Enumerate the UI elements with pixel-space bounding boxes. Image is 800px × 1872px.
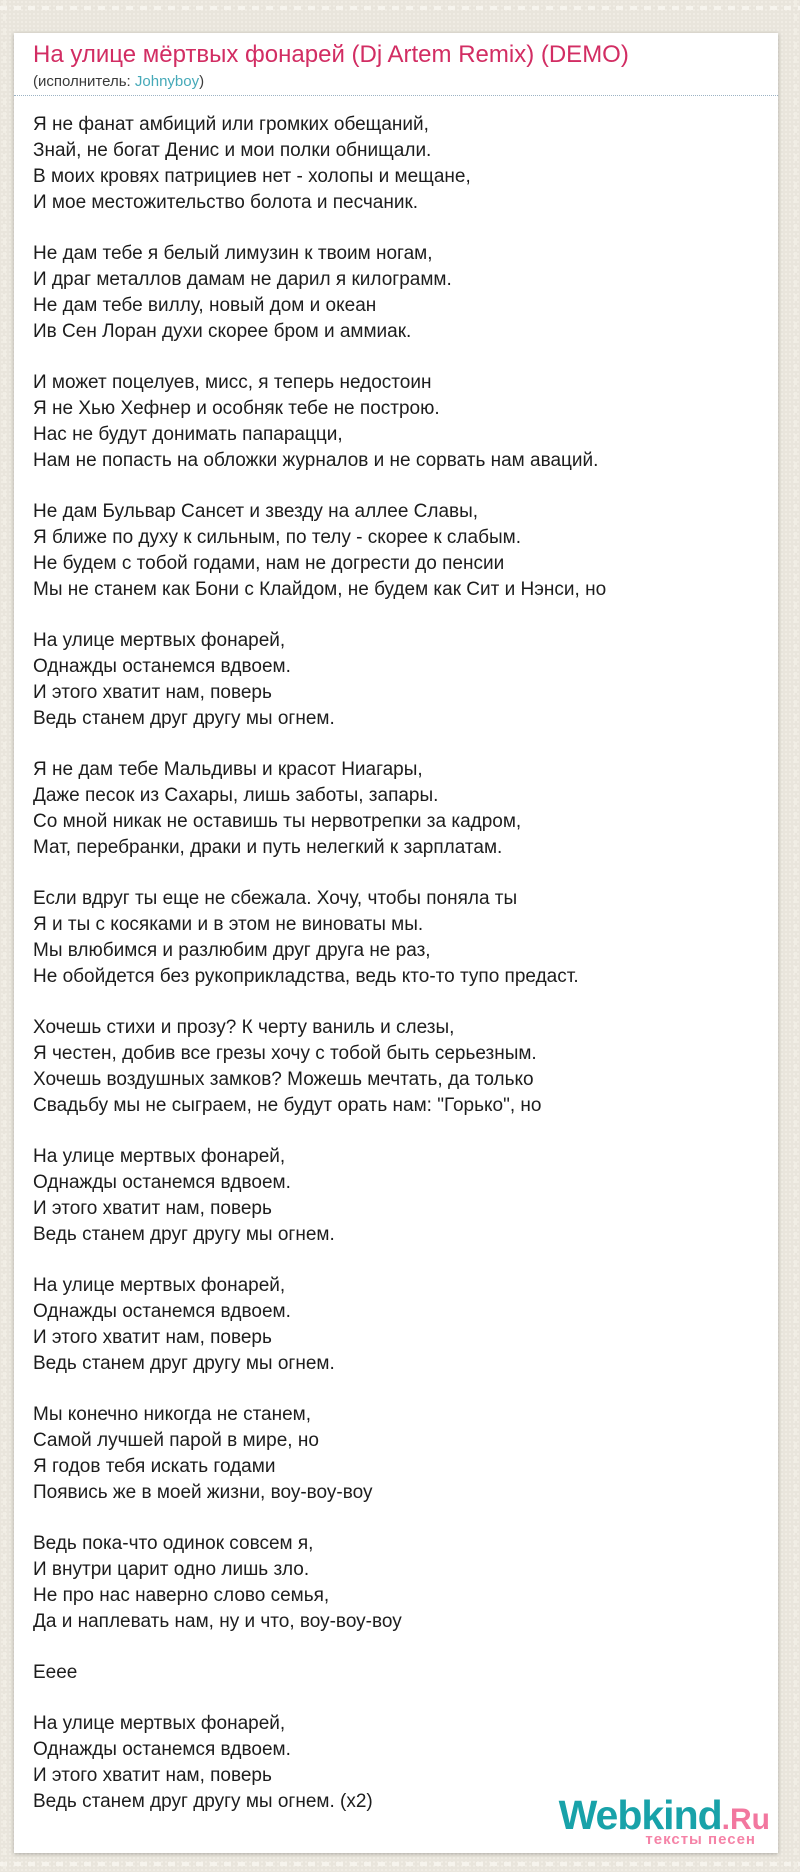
lyrics-line: Со мной никак не оставишь ты нервотрепки за кадром, — [33, 811, 522, 832]
right-stitch-border — [794, 0, 797, 1872]
card-header — [14, 33, 778, 96]
lyrics-stanza — [33, 499, 759, 603]
lyrics-line: Знай, не богат Денис и мои полки обнищали. — [33, 140, 432, 161]
artist-link[interactable]: Johnyboy — [134, 73, 200, 90]
lyrics-stanza — [33, 370, 759, 474]
lyrics-stanza — [33, 1402, 759, 1506]
lyrics-line: Однажды останемся вдвоем. — [33, 1739, 291, 1760]
lyrics-stanza — [33, 1531, 759, 1635]
lyrics-line: Хочешь воздушных замков? Можешь мечтать, да только — [33, 1069, 534, 1090]
lyrics-line: Ееее — [33, 1662, 78, 1683]
lyrics-line: Хочешь стихи и прозу? К черту ваниль и слезы, — [33, 1017, 455, 1038]
lyrics-line: Даже песок из Сахары, лишь заботы, запары. — [33, 785, 439, 806]
lyrics-stanza — [33, 1015, 759, 1119]
song-title: На улице мёртвых фонарей (Dj Artem Remix) (DEMO) — [33, 41, 629, 68]
lyrics-line: Да и наплевать нам, ну и что, воу-воу-воу — [33, 1611, 402, 1632]
webkind-logo-suffix: .Ru — [721, 1803, 770, 1836]
lyrics-line: Ведь станем друг другу мы огнем. — [33, 708, 335, 729]
lyrics-line: Не дам Бульвар Сансет и звезду на аллее Славы, — [33, 501, 479, 522]
lyrics-line: И этого хватит нам, поверь — [33, 1327, 272, 1348]
lyrics-line: Мы влюбимся и разлюбим друг друга не раз, — [33, 940, 431, 961]
lyrics-stanza — [33, 628, 759, 732]
artist-line — [33, 73, 759, 90]
lyrics-line: И может поцелуев, мисс, я теперь недостоин — [33, 372, 432, 393]
lyrics-line: На улице мертвых фонарей, — [33, 1713, 286, 1734]
lyrics-stanza — [33, 241, 759, 345]
lyrics-line: Я годов тебя искать годами — [33, 1456, 276, 1477]
lyrics-line: Я не фанат амбиций или громких обещаний, — [33, 114, 429, 135]
lyrics-line: Я честен, добив все грезы хочу с тобой быть серьезным. — [33, 1043, 537, 1064]
lyrics-line: И этого хватит нам, поверь — [33, 1198, 272, 1219]
lyrics-stanza — [33, 1660, 759, 1686]
lyrics-line: Появись же в моей жизни, воу-воу-воу — [33, 1482, 373, 1503]
lyrics-line: Нам не попасть на обложки журналов и не сорвать нам аваций. — [33, 450, 599, 471]
lyrics-line: Мы конечно никогда не станем, — [33, 1404, 312, 1425]
lyrics-line: Нас не будут донимать папарацци, — [33, 424, 343, 445]
lyrics-line: И внутри царит одно лишь зло. — [33, 1559, 310, 1580]
lyrics-line: Не дам тебе виллу, новый дом и океан — [33, 295, 377, 316]
lyrics-line: Ведь станем друг другу мы огнем. — [33, 1224, 335, 1245]
lyrics-line: Ведь пока-что одинок совсем я, — [33, 1533, 314, 1554]
lyrics-line: Не про нас наверно слово семья, — [33, 1585, 330, 1606]
webkind-logo-main: Webkind — [558, 1792, 722, 1838]
lyrics-line: Не будем с тобой годами, нам не догрести до пенсии — [33, 553, 505, 574]
lyrics-stanza — [33, 112, 759, 216]
lyrics-line: Мы не станем как Бони с Клайдом, не будем как Сит и Нэнси, но — [33, 579, 607, 600]
lyrics-line: И мое местожительство болота и песчаник. — [33, 192, 419, 213]
lyrics-line: И этого хватит нам, поверь — [33, 682, 272, 703]
top-stitch-border — [0, 6, 800, 10]
lyrics-line: Самой лучшей парой в мире, но — [33, 1430, 319, 1451]
left-stitch-border — [3, 0, 6, 1872]
lyrics-line: Однажды останемся вдвоем. — [33, 1172, 291, 1193]
lyrics-line: И драг металлов дамам не дарил я килограмм. — [33, 269, 452, 290]
webkind-logo-tagline: тексты песен — [645, 1831, 756, 1848]
lyrics-line: Я ближе по духу к сильным, по телу - скорее к слабым. — [33, 527, 521, 548]
lyrics-line: Ив Сен Лоран духи скорее бром и аммиак. — [33, 321, 412, 342]
lyrics-line: Я и ты с косяками и в этом не виноваты мы. — [33, 914, 424, 935]
lyrics-text — [14, 96, 778, 1815]
lyrics-line: Не обойдется без рукоприкладства, ведь кто-то тупо предаст. — [33, 966, 579, 987]
lyrics-line: На улице мертвых фонарей, — [33, 630, 286, 651]
lyrics-stanza — [33, 1273, 759, 1377]
lyrics-line: Ведь станем друг другу мы огнем. — [33, 1353, 335, 1374]
lyrics-line: Я не Хью Хефнер и особняк тебе не построю. — [33, 398, 440, 419]
lyrics-stanza — [33, 757, 759, 861]
lyrics-stanza — [33, 886, 759, 990]
lyrics-stanza — [33, 1144, 759, 1248]
lyrics-line: Если вдруг ты еще не сбежала. Хочу, чтобы поняла ты — [33, 888, 518, 909]
lyrics-line: Однажды останемся вдвоем. — [33, 1301, 291, 1322]
lyrics-line: Ведь станем друг другу мы огнем. (x2) — [33, 1791, 373, 1812]
lyrics-line: И этого хватит нам, поверь — [33, 1765, 272, 1786]
lyrics-line: Однажды останемся вдвоем. — [33, 656, 291, 677]
artist-label-close: ) — [199, 73, 205, 90]
lyrics-line: Я не дам тебе Мальдивы и красот Ниагары, — [33, 759, 423, 780]
lyrics-line: На улице мертвых фонарей, — [33, 1146, 286, 1167]
lyrics-line: На улице мертвых фонарей, — [33, 1275, 286, 1296]
artist-label-open: (исполнитель: — [33, 73, 131, 90]
webkind-logo[interactable] — [558, 1792, 770, 1848]
lyrics-line: В моих кровях патрициев нет - холопы и мещане, — [33, 166, 471, 187]
lyrics-line: Не дам тебе я белый лимузин к твоим ногам, — [33, 243, 433, 264]
lyrics-line: Мат, перебранки, драки и путь нелегкий к зарплатам. — [33, 837, 503, 858]
lyrics-line: Свадьбу мы не сыграем, не будут орать нам: "Горько", но — [33, 1095, 542, 1116]
bottom-stitch-border — [0, 1862, 800, 1866]
lyrics-card — [14, 33, 778, 1853]
